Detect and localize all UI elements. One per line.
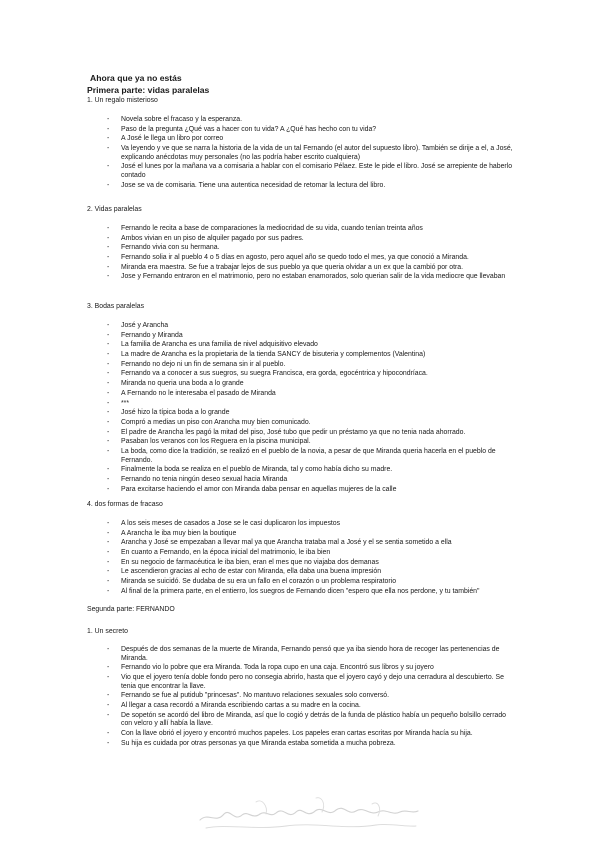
list-item: - A Fernando no le interesaba el pasado de Miranda [107, 390, 517, 399]
list-item: - A los seis meses de casados a Jose se le casi duplicaron los impuestos [107, 520, 517, 529]
list-item: - Compró a medias un piso con Arancha muy bien comunicado. [107, 419, 517, 428]
list-item: - Después de dos semanas de la muerte de Miranda, Fernando pensó que ya iba siendo hora de recoger las pertenencias de Miranda. [107, 646, 517, 663]
list-item: - Pasaban los veranos con los Reguera en la piscina municipal. [107, 438, 517, 447]
bullet-list [107, 520, 517, 598]
bullet-list [107, 225, 517, 283]
part-two-heading: Segunda parte: FERNANDO [87, 606, 175, 613]
list-item: - Al llegar a casa recordó a Miranda escribiendo cartas a su madre en la cocina. [107, 702, 517, 711]
list-item: - Al final de la primera parte, en el entierro, los suegros de Fernando dicen "espero que ella nos perdone, y tu también" [107, 588, 517, 597]
section-heading: 2. Vidas paralelas [87, 206, 142, 213]
list-item: - El padre de Arancha les pagó la mitad del piso, José tubo que pedir un préstamo ya que no tenia nada ahorrado. [107, 429, 517, 438]
section-heading: 1. Un secreto [87, 628, 128, 635]
list-item: - Le ascendieron gracias al echo de estar con Miranda, ella daba una buena impresión [107, 568, 517, 577]
part-one-heading: Primera parte: vidas paralelas [87, 85, 210, 95]
list-item: - Su hija es cuidada por otras personas ya que Miranda estaba sometida a mucha pobreza. [107, 740, 517, 749]
list-item: - Finalmente la boda se realiza en el pueblo de Miranda, tal y como había dicho su madre. [107, 466, 517, 475]
list-item: - Miranda era maestra. Se fue a trabajar lejos de sus pueblo ya que queria olvidar a un ex que la cambió por otra. [107, 264, 517, 273]
list-item: - Con la llave obrió el joyero y encontró muchos papeles. Los papeles eran cartas escritas por Miranda hacía su hija. [107, 730, 517, 739]
list-item: - La madre de Arancha es la propietaria de la tienda SANCY de bisuteria y complementos (Valentina) [107, 351, 517, 360]
list-item: - En su negocio de farmacéutica le iba bien, eran el mes que no viajaba dos demanas [107, 559, 517, 568]
bullet-list [107, 322, 517, 495]
list-item: - Fernando vivia con su hermana. [107, 244, 517, 253]
list-item: - Jose y Fernando entraron en el matrimonio, pero no estaban enamorados, solo querian salir de la vida mediocre que llevaban [107, 273, 517, 282]
list-item: - Arancha y José se empezaban a llevar mal ya que Arancha trataba mal a José y el se sentia sometido a ella [107, 539, 517, 548]
list-item: - A José le llega un libro por correo [107, 135, 517, 144]
list-item: - Ambos vivian en un piso de alquiler pagado por sus padres. [107, 235, 517, 244]
section-heading: 3. Bodas paralelas [87, 303, 145, 310]
list-item: - De sopetón se acordó del libro de Miranda, así que lo cogió y detrás de la funda de plástico había un pequeño bolsillo cerrado con velcro y allí había la llave. [107, 712, 517, 729]
list-item: - José hizo la típica boda a lo grande [107, 409, 517, 418]
list-item: - Fernando solia ir al pueblo 4 o 5 días en agosto, pero aquel año se quedo todo el mes, ya que conoció a Miranda. [107, 254, 517, 263]
list-item: - Miranda no queria una boda a lo grande [107, 380, 517, 389]
list-item: - Vio que el joyero tenía doble fondo pero no consegia abrirlo, hasta que el joyero cayó y dejo una cerradura al descubierto. Se tenia que encontrar la llave. [107, 674, 517, 691]
list-item: - Fernando vio lo pobre que era Miranda. Toda la ropa cupo en una caja. Encontró sus libros y su joyero [107, 664, 517, 673]
list-item: - Fernando se fue al putidub "princesas". No mantuvo relaciones sexuales solo conversó. [107, 692, 517, 701]
section-heading: 1. Un regalo misterioso [87, 97, 158, 104]
bullet-list [107, 646, 517, 749]
list-item: - Fernando no dejo ni un fin de semana sin ir al pueblo. [107, 361, 517, 370]
list-item: - Miranda se suicidó. Se dudaba de su era un fallo en el corazón o un problema respiratorio [107, 578, 517, 587]
bullet-list [107, 116, 517, 191]
list-item: - La boda, como dice la tradición, se realizó en el pueblo de la novia, a pesar de que Miranda queria hacerla en el pueblo de Fernando. [107, 448, 517, 465]
list-item: - Fernando no tenia ningún deseo sexual hacia Miranda [107, 476, 517, 485]
document-title: Ahora que ya no estás [90, 73, 182, 83]
list-item: - *** [107, 400, 517, 409]
list-item: - Va leyendo y ve que se narra la historia de la vida de un tal Fernando (el autor del supuesto libro). También se dirije a el, a José, explicando anécdotas muy personales (no las podría haber escrito cualquiera) [107, 145, 517, 162]
list-item: - Paso de la pregunta ¿Qué vas a hacer con tu vida? A ¿Qué has hecho con tu vida? [107, 126, 517, 135]
list-item: - A Arancha le iba muy bien la boutique [107, 530, 517, 539]
list-item: - Fernando le recita a base de comparaciones la mediocridad de su vida, cuando tenían treinta años [107, 225, 517, 234]
list-item: - Fernando va a conocer a sus suegros, su suegra Francisca, era gorda, egocéntrica y hipocondríaca. [107, 370, 517, 379]
list-item: - La familia de Arancha es una familia de nivel adquisitivo elevado [107, 341, 517, 350]
list-item: - Fernando y Miranda [107, 332, 517, 341]
list-item: - Novela sobre el fracaso y la esperanza. [107, 116, 517, 125]
list-item: - José el lunes por la mañana va a comisaria a hablar con el comisario Pélaez. Este le pide el libro. José se arrepiente de haberlo contado [107, 163, 517, 180]
list-item: - José y Arancha [107, 322, 517, 331]
list-item: - Jose se va de comisaria. Tiene una autentica necesidad de retomar la lectura del libro. [107, 182, 517, 191]
section-heading: 4. dos formas de fracaso [87, 501, 163, 508]
handwritten-signature [196, 790, 421, 840]
list-item: - En cuanto a Fernando, en la época inicial del matrimonio, le iba bien [107, 549, 517, 558]
list-item: - Para excitarse haciendo el amor con Miranda daba pensar en aquellas mujeres de la calle [107, 486, 517, 495]
